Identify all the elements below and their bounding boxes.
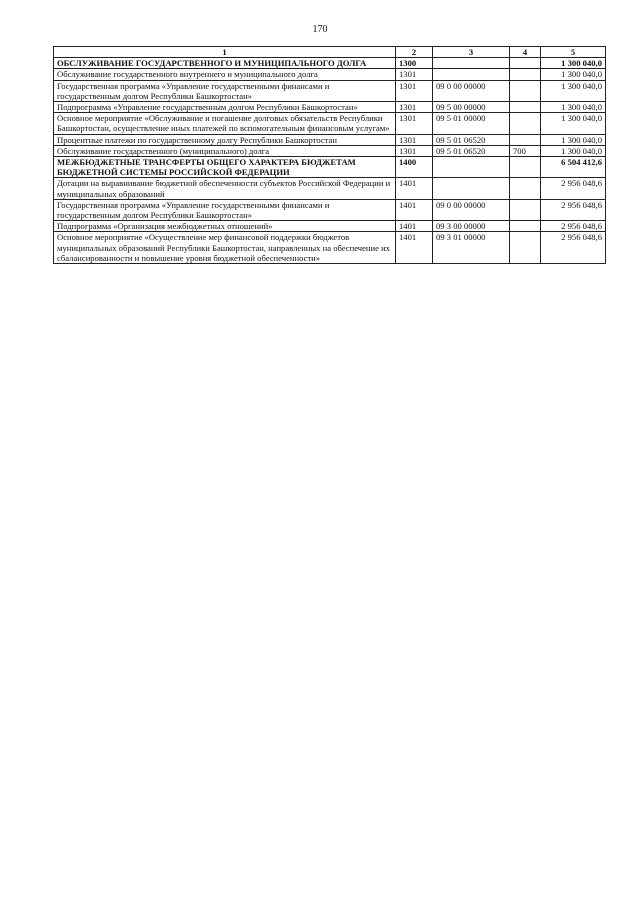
row-code-cell: 09 0 00 00000 [433,199,510,220]
row-name-cell: ОБСЛУЖИВАНИЕ ГОСУДАРСТВЕННОГО И МУНИЦИПАЛЬНОГО ДОЛГА [54,58,396,69]
table-row [54,69,606,80]
row-type-cell: 700 [510,145,541,156]
table-body [54,58,606,264]
row-code-cell: 09 5 01 06520 [433,134,510,145]
row-type-cell [510,113,541,134]
budget-table [53,46,606,264]
row-sum-cell: 1 300 040,0 [541,80,606,101]
row-section-cell: 1301 [396,102,433,113]
row-section-cell: 1301 [396,134,433,145]
table-row [54,145,606,156]
row-type-cell [510,80,541,101]
row-section-cell: 1301 [396,80,433,101]
row-sum-cell: 2 956 048,6 [541,199,606,220]
table-row [54,102,606,113]
row-section-cell: 1300 [396,58,433,69]
header-col-1: 1 [54,47,396,58]
row-code-cell: 09 0 00 00000 [433,80,510,101]
row-section-cell: 1401 [396,199,433,220]
row-type-cell [510,221,541,232]
row-type-cell [510,69,541,80]
row-name-cell: МЕЖБЮДЖЕТНЫЕ ТРАНСФЕРТЫ ОБЩЕГО ХАРАКТЕРА БЮДЖЕТАМ БЮДЖЕТНОЙ СИСТЕМЫ РОССИЙСКОЙ ФЕДЕРАЦИИ [54,157,396,178]
row-sum-cell: 1 300 040,0 [541,69,606,80]
header-col-3: 3 [433,47,510,58]
table-row [54,178,606,199]
row-section-cell: 1401 [396,221,433,232]
row-code-cell: 09 3 01 00000 [433,232,510,264]
row-code-cell: 09 5 01 06520 [433,145,510,156]
row-code-cell: 09 5 00 00000 [433,102,510,113]
table-row [54,80,606,101]
row-type-cell [510,157,541,178]
row-section-cell: 1401 [396,232,433,264]
row-type-cell [510,199,541,220]
row-code-cell [433,69,510,80]
row-sum-cell: 2 956 048,6 [541,232,606,264]
row-type-cell [510,134,541,145]
row-section-cell: 1401 [396,178,433,199]
row-type-cell [510,102,541,113]
row-sum-cell: 1 300 040,0 [541,134,606,145]
row-name-cell: Подпрограмма «Управление государственным долгом Республики Башкортостан» [54,102,396,113]
table-row [54,157,606,178]
row-code-cell [433,178,510,199]
row-sum-cell: 2 956 048,6 [541,178,606,199]
table-row [54,58,606,69]
row-sum-cell: 2 956 048,6 [541,221,606,232]
row-sum-cell: 1 300 040,0 [541,145,606,156]
table-row [54,221,606,232]
table-row [54,199,606,220]
row-name-cell: Обслуживание государственного внутреннего и муниципального долга [54,69,396,80]
header-col-2: 2 [396,47,433,58]
row-sum-cell: 1 300 040,0 [541,102,606,113]
table-row [54,134,606,145]
row-type-cell [510,58,541,69]
row-section-cell: 1301 [396,113,433,134]
row-section-cell: 1301 [396,145,433,156]
table-row [54,113,606,134]
page-number: 170 [312,24,328,35]
row-sum-cell: 6 504 412,6 [541,157,606,178]
row-name-cell: Государственная программа «Управление государственными финансами и государственным долгом Республики Башкортостан» [54,80,396,101]
row-code-cell [433,58,510,69]
row-type-cell [510,178,541,199]
header-col-4: 4 [510,47,541,58]
row-name-cell: Обслуживание государственного (муниципального) долга [54,145,396,156]
table-row [54,232,606,264]
row-section-cell: 1301 [396,69,433,80]
row-sum-cell: 1 300 040,0 [541,58,606,69]
table-header-row [54,47,606,58]
row-name-cell: Процентные платежи по государственному долгу Республики Башкортостан [54,134,396,145]
row-code-cell: 09 5 01 00000 [433,113,510,134]
row-code-cell [433,157,510,178]
row-name-cell: Дотации на выравнивание бюджетной обеспеченности субъектов Российской Федерации и муниципальных образований [54,178,396,199]
row-type-cell [510,232,541,264]
row-name-cell: Основное мероприятие «Обслуживание и погашение долговых обязательств Республики Башкортостан, осуществление иных платежей по вспомогательным финансовым услугам» [54,113,396,134]
row-name-cell: Государственная программа «Управление государственными финансами и государственным долгом Республики Башкортостан» [54,199,396,220]
row-name-cell: Подпрограмма «Организация межбюджетных отношений» [54,221,396,232]
row-code-cell: 09 3 00 00000 [433,221,510,232]
row-section-cell: 1400 [396,157,433,178]
row-name-cell: Основное мероприятие «Осуществление мер финансовой поддержки бюджетов муниципальных образований Республики Башкортостан, направленных на обеспечение их сбалансированности и повышение уровня бюджетной обеспеченности» [54,232,396,264]
header-col-5: 5 [541,47,606,58]
row-sum-cell: 1 300 040,0 [541,113,606,134]
